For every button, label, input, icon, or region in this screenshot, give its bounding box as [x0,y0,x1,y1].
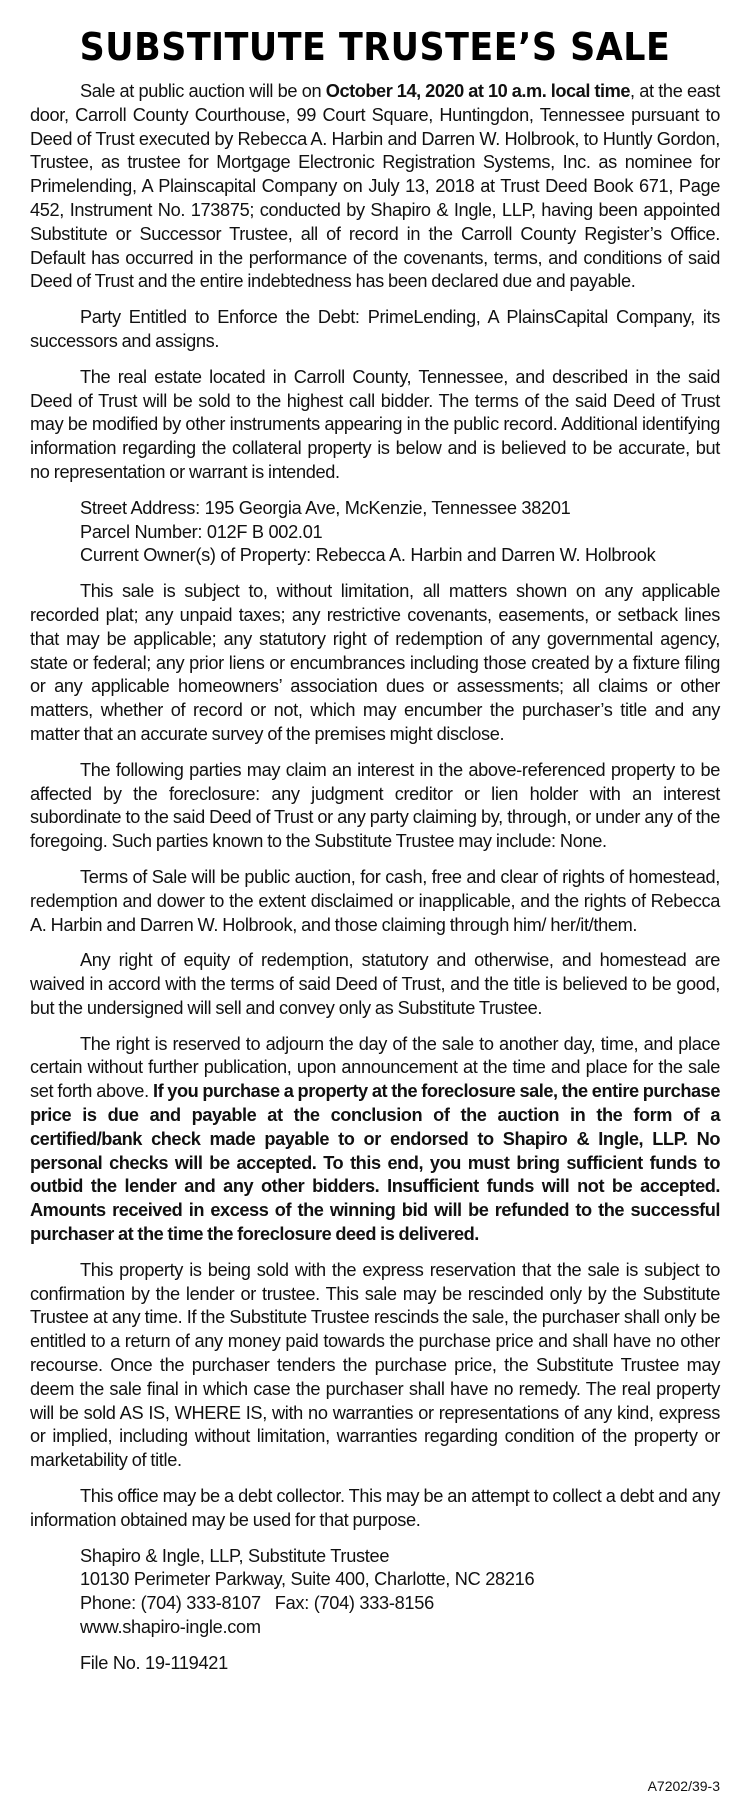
legal-notice [30,24,720,1676]
street-address: Street Address: 195 Georgia Ave, McKenzie, Tennessee 38201 [80,497,571,518]
trustee-website: www.shapiro-ingle.com [80,1617,261,1638]
sale-details-text: , at the east door, Carroll County Courthouse, 99 Court Square, Huntingdon, Tennessee pursuant to Deed of Trust executed by Rebecca A. Harbin and Darren W. Holbrook, to Huntly Gordon, Trustee, as trustee for Mortgage Electronic Registration Systems, Inc. as nominee for Primelending, A Plainscapital Company on July 13, 2018 at Trust Deed Book 671, Page 452, Instrument No. 173875; conducted by Shapiro & Ingle, LLP, having been appointed Substitute or Successor Trustee, all of record in the Carroll County Register’s Office. Default has occurred in the performance of the covenants, terms, and conditions of said Deed of Trust and the entire indebtedness has been declared due and payable. [30,81,720,292]
paragraph-express-reservation: This property is being sold with the express reservation that the sale is subject to confirmation by the lender or trustee. This sale may be rescinded only by the Substitute Trustee at any time. If the Substitute Trustee rescinds the sale, the purchaser shall only be entitled to a return of any money paid towards the purchase price and shall have no other recourse. Once the purchaser tenders the purchase price, the Substitute Trustee may deem the sale final in which case the purchaser shall have no remedy. The real property will be sold AS IS, WHERE IS, with no warranties or representations of any kind, express or implied, including without limitation, warranties regarding condition of the property or marketability of title. [30,1259,720,1471]
trustee-contact [80,1545,720,1640]
current-owners: Current Owner(s) of Property: Rebecca A. Harbin and Darren W. Holbrook [80,545,656,566]
adjournment-text: The right is reserved to adjourn the day of the sale to another day, time, and place certain without further publication, upon announcement at the time and place for the sale set forth above. [30,1033,720,1102]
trustee-phone: Phone: (704) 333-8107 [80,1593,261,1614]
trustee-phone-fax [80,1592,720,1616]
paragraph-real-estate: The real estate located in Carroll County, Tennessee, and described in the said Deed of Trust will be sold to the highest call bidder. The terms of the said Deed of Trust may be modified by other instruments appearing in the public record. Additional identifying information regarding the collateral property is below and is believed to be accurate, but no representation or warrant is intended. [30,366,720,482]
trustee-address: 10130 Perimeter Parkway, Suite 400, Charlotte, NC 28216 [80,1569,535,1590]
paragraph-terms-of-sale: Terms of Sale will be public auction, for cash, free and clear of rights of homestead, redemption and dower to the extent disclaimed or inapplicable, and the rights of Rebecca A. Harbin and Darren W. Holbrook, and those claiming through him/ her/it/them. [30,866,720,935]
ad-code: A7202/39-3 [647,1778,720,1794]
paragraph-party-entitled: Party Entitled to Enforce the Debt: PrimeLending, A PlainsCapital Company, its successors and assigns. [30,307,720,351]
parcel-number: Parcel Number: 012F B 002.01 [80,521,323,542]
paragraph-interested-parties: The following parties may claim an interest in the above-referenced property to be affected by the foreclosure: any judgment creditor or lien holder with an interest subordinate to the said Deed of Trust or any party claiming by, through, or under any of the foregoing. Such parties known to the Substitute Trustee may include: None. [30,759,720,852]
paragraph-equity-redemption: Any right of equity of redemption, statutory and otherwise, and homestead are waived in accord with the terms of said Deed of Trust, and the title is believed to be good, but the undersigned will sell and convey only as Substitute Trustee. [30,950,720,1018]
property-info [80,497,720,568]
paragraph-subject-to: This sale is subject to, without limitation, all matters shown on any applicable recorded plat; any unpaid taxes; any restrictive covenants, easements, or setback lines that may be applicable; any statutory right of redemption of any governmental agency, state or federal; any prior liens or encumbrances including those created by a fixture filing or any applicable homeowners’ association dues or assessments; all claims or other matters, whether of record or not, which may encumber the purchaser’s title and any matter that an accurate survey of the premises might disclose. [30,581,720,744]
notice-title: SUBSTITUTE TRUSTEE’S SALE [79,25,671,69]
paragraph-debt-collector: This office may be a debt collector. This may be an attempt to collect a debt and any information obtained may be used for that purpose. [30,1486,720,1530]
trustee-name: Shapiro & Ingle, LLP, Substitute Trustee [80,1545,390,1566]
trustee-fax: Fax: (704) 333-8156 [274,1593,434,1614]
paragraph-sale-details [30,80,720,294]
file-number: File No. 19-119421 [80,1652,228,1673]
sale-date-time: October 14, 2020 at 10 a.m. local time [325,81,630,101]
payment-terms-bold: If you purchase a property at the foreclosure sale, the entire purchase price is due and payable at the conclusion of the auction in the form of a certified/bank check made payable to or endorsed to Shapiro & Ingle, LLP. No personal checks will be accepted. To this end, you must bring sufficient funds to outbid the lender and any other bidders. Insufficient funds will not be accepted. Amounts received in excess of the winning bid will be refunded to the successful purchaser at the time the foreclosure deed is delivered. [30,1081,720,1245]
paragraph-adjournment [30,1033,720,1247]
sale-intro-text: Sale at public auction will be on [80,81,326,101]
